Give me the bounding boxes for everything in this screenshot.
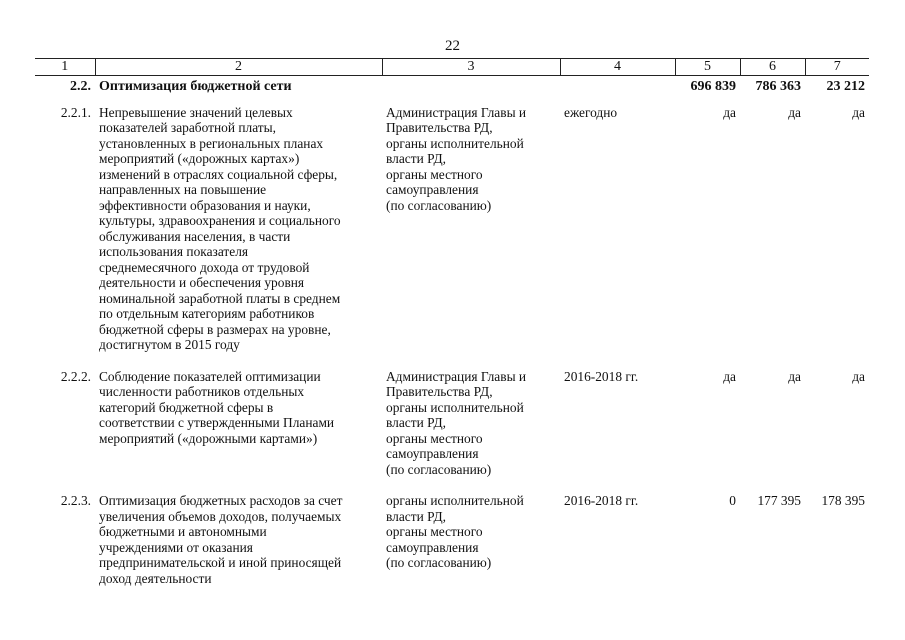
row-code: 2.2.1. (60, 104, 91, 120)
row-description: Оптимизация бюджетных расходов за счет увеличения объемов доходов, получаемых бюджетными и автономными учреждениями от оказания предпринимательской и иной приносящей доход деятельности (99, 493, 343, 586)
row-col7: да (852, 104, 865, 120)
row-col5: да (723, 104, 736, 120)
column-header-6: 6 (740, 59, 805, 76)
section-col6: 786 363 (755, 79, 801, 94)
section-col5: 696 839 (690, 79, 736, 94)
section-code: 2.2. (70, 79, 91, 94)
row-col6: да (788, 104, 801, 120)
section-col7: 23 212 (826, 79, 865, 94)
row-period: ежегодно (564, 104, 618, 120)
row-col6: да (788, 368, 801, 384)
column-header-2: 2 (95, 59, 382, 76)
page-number: 22 (445, 38, 460, 54)
row-col7: 178 395 (821, 493, 865, 508)
row-code: 2.2.3. (60, 493, 91, 508)
row-executor: Администрация Главы и Правительства РД, органы исполнительной власти РД, органы местного самоуправления (по согласованию) (386, 368, 527, 477)
column-header-5: 5 (675, 59, 740, 76)
column-header-7: 7 (805, 59, 869, 76)
row-period: 2016-2018 гг. (564, 368, 639, 384)
section-title: Оптимизация бюджетной сети (99, 79, 292, 94)
row-description: Непревышение значений целевых показателей заработной платы, установленных в региональных планах мероприятий («дорожных картах») изменений в отраслях социальной сферы, направленных на повышение эффективности образования и науки, культуры, здравоохранения и социального обслуживания населения, в части использования показателя среднемесячного дохода от трудовой деятельности и обеспечения уровня номинальной заработной платы в среднем по отдельным категориям работников бюджетной сферы в размерах на уровне, достигнутом в 2015 году (99, 104, 341, 352)
table-header-row (35, 59, 869, 76)
row-description: Соблюдение показателей оптимизации численности работников отдельных категорий бюджетной сферы в соответствии с утвержденными Планами мероприятий («дорожными картами») (99, 368, 335, 446)
row-period: 2016-2018 гг. (564, 493, 639, 508)
table-row (35, 369, 869, 494)
table-row (35, 493, 869, 602)
column-header-1: 1 (35, 59, 95, 76)
row-col6: 177 395 (757, 493, 801, 508)
row-col7: да (852, 368, 865, 384)
budget-measures-table (35, 58, 869, 602)
column-header-4: 4 (560, 59, 675, 76)
row-executor: органы исполнительной власти РД, органы местного самоуправления (по согласованию) (386, 493, 524, 570)
row-col5: 0 (729, 493, 736, 508)
column-header-3: 3 (382, 59, 560, 76)
table-row (35, 105, 869, 369)
section-row (35, 76, 869, 105)
row-code: 2.2.2. (60, 368, 91, 384)
row-executor: Администрация Главы и Правительства РД, органы исполнительной власти РД, органы местного самоуправления (по согласованию) (386, 104, 527, 213)
row-col5: да (723, 368, 736, 384)
